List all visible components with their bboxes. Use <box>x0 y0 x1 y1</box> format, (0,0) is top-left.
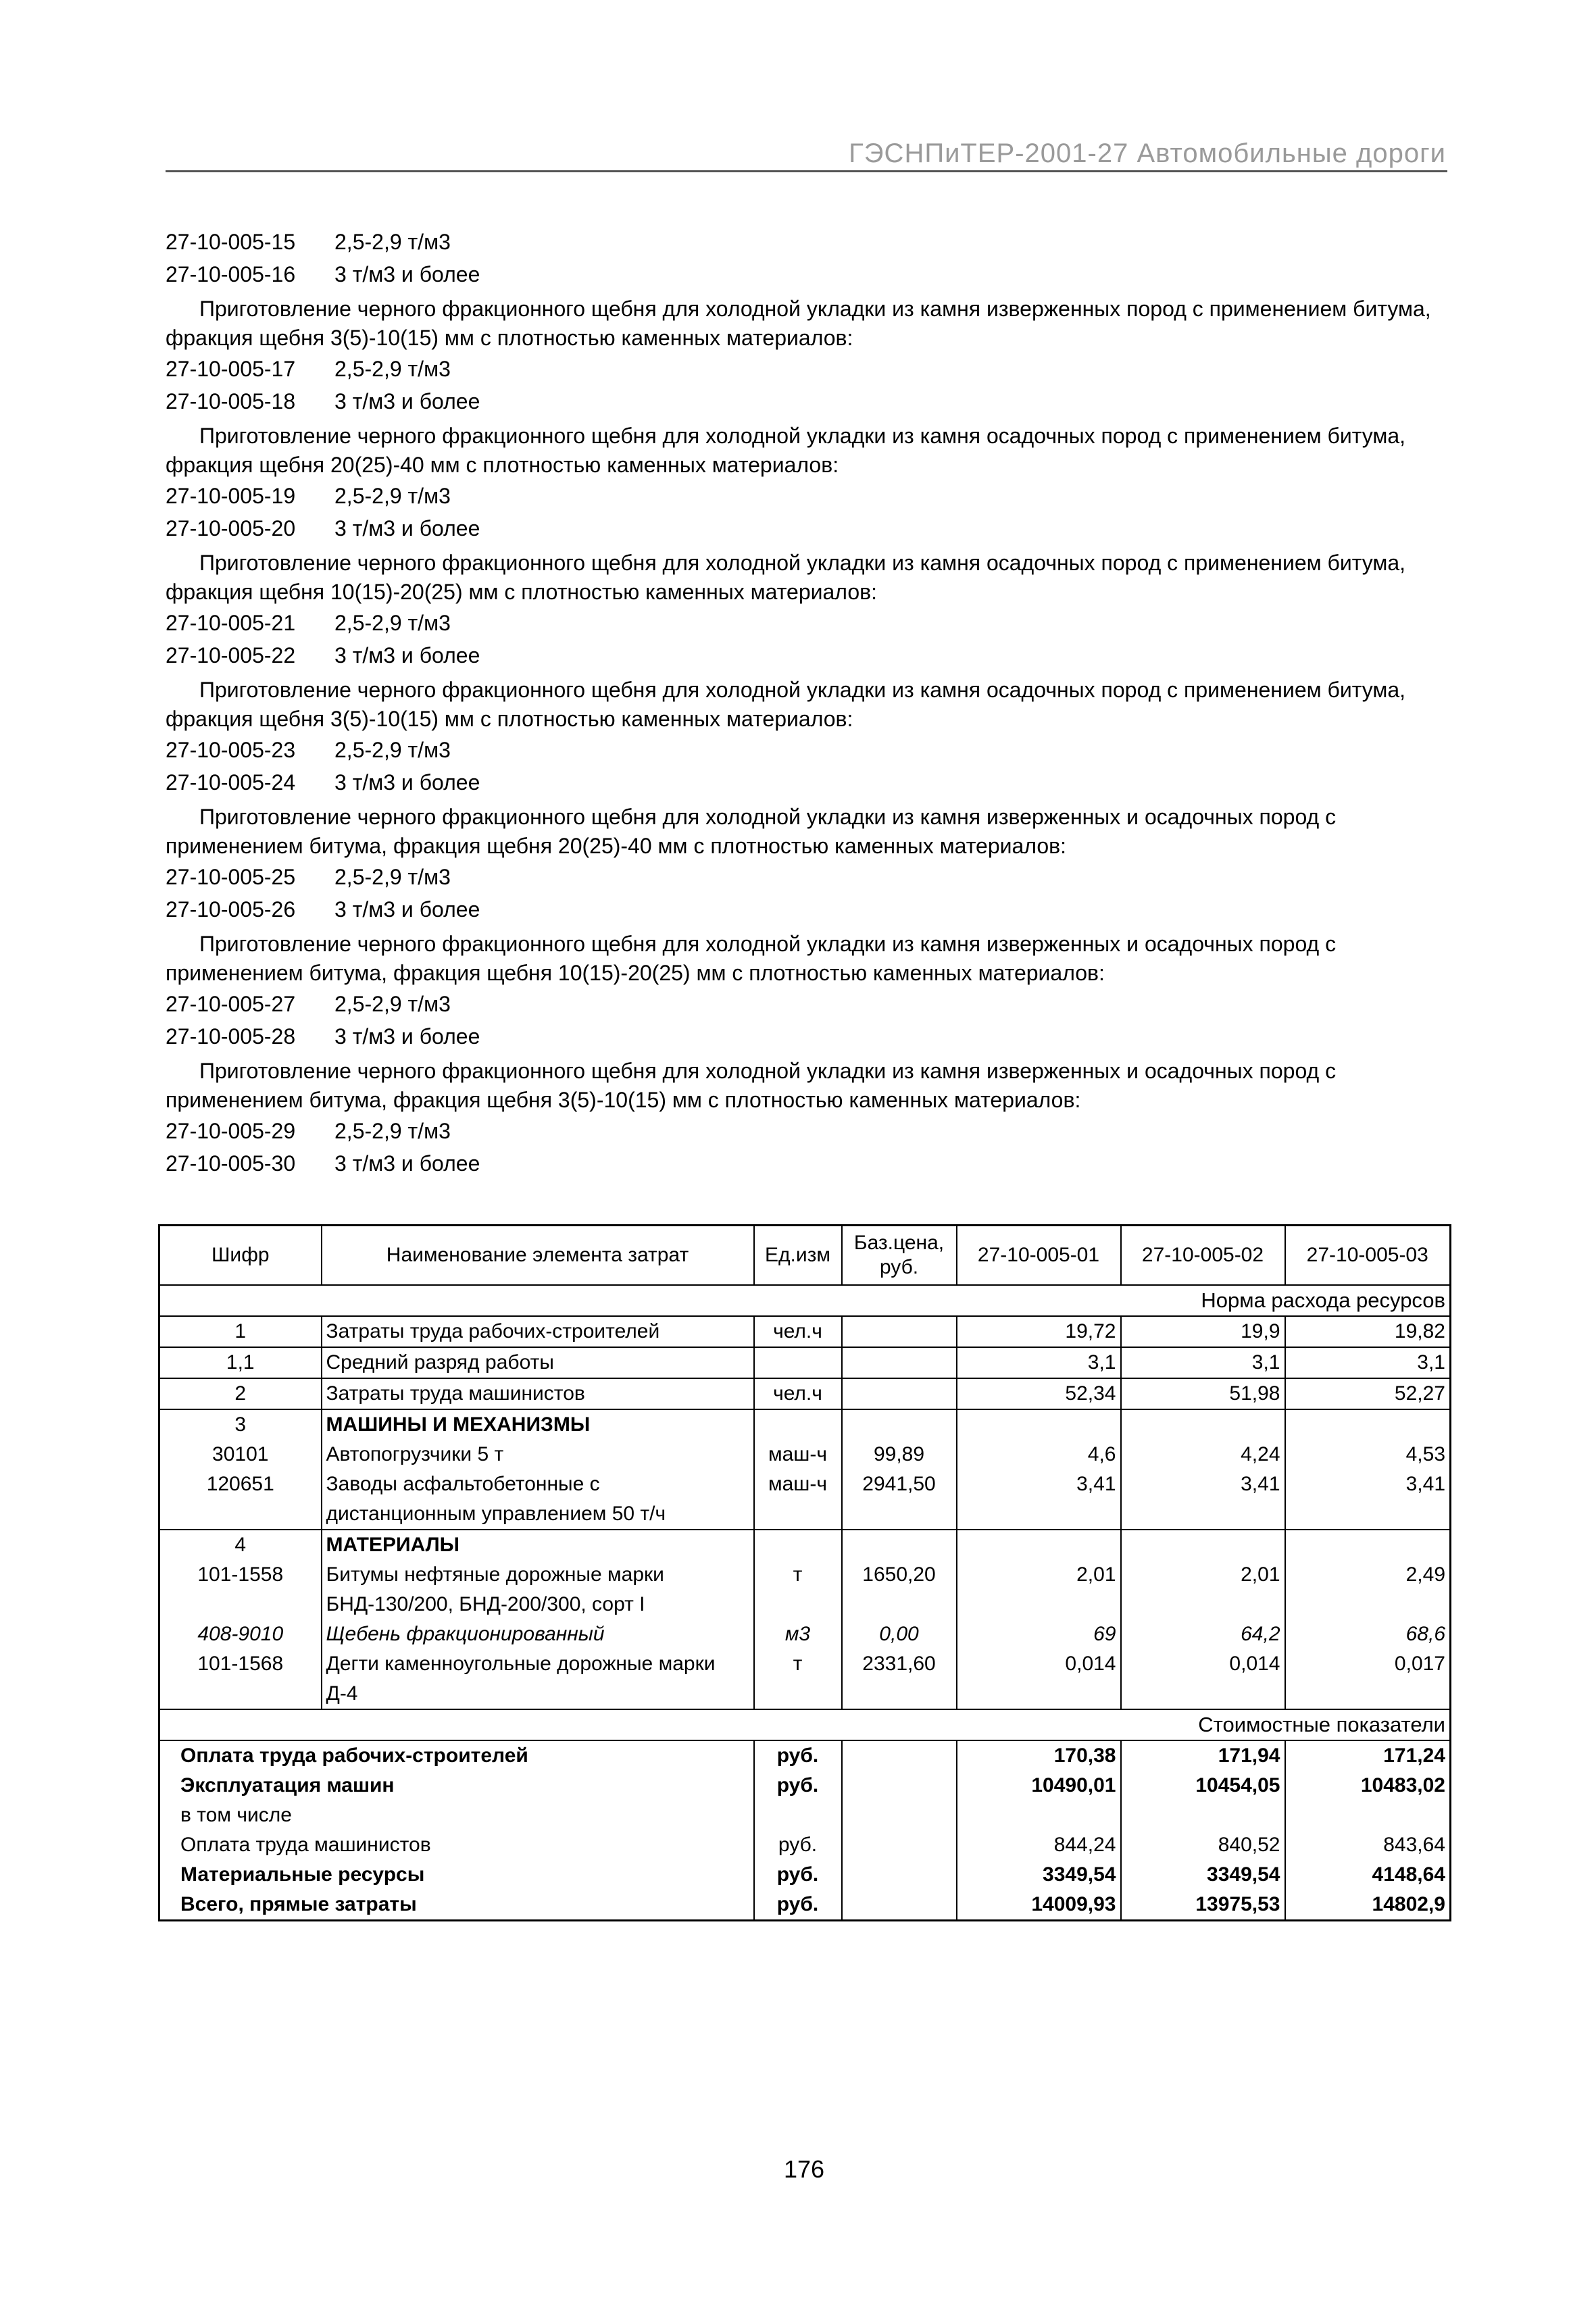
code-line <box>166 226 1449 258</box>
table-row-group-materials <box>159 1530 1451 1560</box>
cost-row <box>159 1771 1451 1801</box>
cost-value: 3349,54 <box>957 1860 1121 1890</box>
norm-code: 27-10-005-27 <box>166 992 296 1016</box>
section-label: Стоимостные показатели <box>159 1709 1451 1740</box>
cell-value: 19,9 <box>1121 1316 1285 1347</box>
cell-value: 3,41 <box>1121 1469 1285 1530</box>
code-line <box>166 1115 1449 1147</box>
cell-price <box>842 1316 957 1347</box>
cell-code: 30101 <box>159 1440 322 1469</box>
cost-price <box>842 1801 957 1830</box>
cost-row <box>159 1860 1451 1890</box>
cell-value: 52,34 <box>957 1378 1121 1409</box>
cell-price: 2941,50 <box>842 1469 957 1530</box>
code-line <box>166 385 1449 418</box>
code-line <box>166 480 1449 512</box>
norm-code: 27-10-005-21 <box>166 611 296 635</box>
norm-code: 27-10-005-30 <box>166 1151 296 1176</box>
cell-unit: м3 <box>754 1619 842 1649</box>
cell-unit <box>754 1347 842 1378</box>
cell-name: Затраты труда машинистов <box>322 1378 754 1409</box>
cell-price <box>842 1409 957 1440</box>
cell-value: 3,1 <box>957 1347 1121 1378</box>
cost-value: 844,24 <box>957 1830 1121 1860</box>
cell-value <box>1121 1409 1285 1440</box>
cost-row <box>159 1830 1451 1860</box>
cost-value: 840,52 <box>1121 1830 1285 1860</box>
norm-density: 3 т/м3 и более <box>334 897 480 922</box>
table-row <box>159 1649 1451 1709</box>
cell-price: 2331,60 <box>842 1649 957 1709</box>
cell-value: 51,98 <box>1121 1378 1285 1409</box>
norm-density: 2,5-2,9 т/м3 <box>334 1119 451 1143</box>
norm-density: 2,5-2,9 т/м3 <box>334 230 451 254</box>
cost-name: Эксплуатация машин <box>159 1771 754 1801</box>
cost-name: в том числе <box>159 1801 754 1830</box>
code-line <box>166 1020 1449 1053</box>
header-divider <box>166 170 1447 172</box>
table-row <box>159 1378 1451 1409</box>
cell-value: 52,27 <box>1285 1378 1451 1409</box>
table-row <box>159 1316 1451 1347</box>
header-price: Баз.цена, руб. <box>842 1226 957 1286</box>
cell-unit: маш-ч <box>754 1469 842 1530</box>
norm-code: 27-10-005-28 <box>166 1024 296 1049</box>
table-row <box>159 1560 1451 1619</box>
cell-name: Средний разряд работы <box>322 1347 754 1378</box>
cell-value <box>1285 1530 1451 1560</box>
code-line <box>166 734 1449 766</box>
cost-name: Материальные ресурсы <box>159 1860 754 1890</box>
cell-name: Битумы нефтяные дорожные марки БНД-130/200, БНД-200/300, сорт I <box>322 1560 754 1619</box>
cell-price <box>842 1347 957 1378</box>
cost-value: 3349,54 <box>1121 1860 1285 1890</box>
cell-value: 0,017 <box>1285 1649 1451 1709</box>
code-line <box>166 512 1449 545</box>
cost-price <box>842 1830 957 1860</box>
cost-unit: руб. <box>754 1771 842 1801</box>
cost-value: 171,94 <box>1121 1740 1285 1771</box>
norm-description: Приготовление черного фракционного щебня для холодной укладки из камня изверженных и осадочных пород с применением битума, фракция щебня 3(5)-10(15) мм с плотностью каменных материалов: <box>166 1059 1337 1112</box>
table-row <box>159 1619 1451 1649</box>
cell-name: Дегти каменноугольные дорожные марки Д-4 <box>322 1649 754 1709</box>
norm-code: 27-10-005-19 <box>166 484 296 508</box>
header-name: Наименование элемента затрат <box>322 1226 754 1286</box>
cell-value: 4,6 <box>957 1440 1121 1469</box>
cost-name: Оплата труда рабочих-строителей <box>159 1740 754 1771</box>
table-header-row <box>159 1226 1451 1286</box>
cost-value <box>957 1801 1121 1830</box>
code-line <box>166 988 1449 1020</box>
code-line <box>166 861 1449 893</box>
norm-code: 27-10-005-17 <box>166 357 296 381</box>
cell-value: 19,72 <box>957 1316 1121 1347</box>
cell-value <box>1285 1409 1451 1440</box>
norm-density: 3 т/м3 и более <box>334 1151 480 1176</box>
code-line <box>166 639 1449 672</box>
cost-value: 843,64 <box>1285 1830 1451 1860</box>
cell-value: 3,41 <box>1285 1469 1451 1530</box>
table-row <box>159 1469 1451 1530</box>
section-label: Норма расхода ресурсов <box>159 1285 1451 1316</box>
cost-name: Оплата труда машинистов <box>159 1830 754 1860</box>
norm-density: 2,5-2,9 т/м3 <box>334 992 451 1016</box>
page-header-title: ГЭСНПиТЕР-2001-27 Автомобильные дороги <box>849 139 1446 168</box>
norm-description: Приготовление черного фракционного щебня для холодной укладки из камня изверженных и осадочных пород с применением битума, фракция щебня 20(25)-40 мм с плотностью каменных материалов: <box>166 805 1337 858</box>
norm-code: 27-10-005-25 <box>166 865 296 889</box>
cell-value: 3,1 <box>1285 1347 1451 1378</box>
norm-description: Приготовление черного фракционного щебня для холодной укладки из камня осадочных пород с применением битума, фракция щебня 20(25)-40 мм с плотностью каменных материалов: <box>166 424 1406 477</box>
cost-unit: руб. <box>754 1830 842 1860</box>
norm-density: 2,5-2,9 т/м3 <box>334 611 451 635</box>
norm-density: 3 т/м3 и более <box>334 770 480 795</box>
cell-value: 4,24 <box>1121 1440 1285 1469</box>
cell-price <box>842 1378 957 1409</box>
cell-unit: чел.ч <box>754 1316 842 1347</box>
norm-density: 3 т/м3 и более <box>334 1024 480 1049</box>
page-number: 176 <box>783 2155 825 2183</box>
cell-code: 4 <box>159 1530 322 1560</box>
cell-value <box>1121 1530 1285 1560</box>
header-code: Шифр <box>159 1226 322 1286</box>
cell-value: 64,2 <box>1121 1619 1285 1649</box>
header-col3: 27-10-005-03 <box>1285 1226 1451 1286</box>
norm-description: Приготовление черного фракционного щебня для холодной укладки из камня осадочных пород с применением битума, фракция щебня 10(15)-20(25) мм с плотностью каменных материалов: <box>166 551 1406 604</box>
norm-density: 3 т/м3 и более <box>334 516 480 540</box>
norm-code: 27-10-005-29 <box>166 1119 296 1143</box>
cost-value: 14802,9 <box>1285 1890 1451 1921</box>
cost-value: 170,38 <box>957 1740 1121 1771</box>
norm-description: Приготовление черного фракционного щебня для холодной укладки из камня изверженных пород с применением битума, фракция щебня 3(5)-10(15) мм с плотностью каменных материалов: <box>166 297 1431 350</box>
cost-value: 10483,02 <box>1285 1771 1451 1801</box>
cell-code: 101-1558 <box>159 1560 322 1619</box>
norm-density: 2,5-2,9 т/м3 <box>334 357 451 381</box>
cell-value: 69 <box>957 1619 1121 1649</box>
cost-value <box>1121 1801 1285 1830</box>
cost-value: 10490,01 <box>957 1771 1121 1801</box>
norms-list <box>166 226 1449 1180</box>
table-row <box>159 1440 1451 1469</box>
norm-code: 27-10-005-16 <box>166 262 296 286</box>
cell-price: 0,00 <box>842 1619 957 1649</box>
cell-value: 68,6 <box>1285 1619 1451 1649</box>
norm-code: 27-10-005-23 <box>166 738 296 762</box>
cost-value: 14009,93 <box>957 1890 1121 1921</box>
norm-density: 2,5-2,9 т/м3 <box>334 738 451 762</box>
cell-unit: маш-ч <box>754 1440 842 1469</box>
cell-unit: т <box>754 1649 842 1709</box>
cell-value: 2,01 <box>957 1560 1121 1619</box>
cell-code: 101-1568 <box>159 1649 322 1709</box>
cell-value: 2,01 <box>1121 1560 1285 1619</box>
cost-value <box>1285 1801 1451 1830</box>
cell-group-title: МАШИНЫ И МЕХАНИЗМЫ <box>322 1409 754 1440</box>
norm-density: 3 т/м3 и более <box>334 389 480 413</box>
cell-code: 408-9010 <box>159 1619 322 1649</box>
cell-code: 2 <box>159 1378 322 1409</box>
cell-code: 1,1 <box>159 1347 322 1378</box>
code-line <box>166 893 1449 926</box>
norm-description: Приготовление черного фракционного щебня для холодной укладки из камня осадочных пород с применением битума, фракция щебня 3(5)-10(15) мм с плотностью каменных материалов: <box>166 678 1406 731</box>
cell-price: 99,89 <box>842 1440 957 1469</box>
header-col1: 27-10-005-01 <box>957 1226 1121 1286</box>
header-unit: Ед.изм <box>754 1226 842 1286</box>
norm-code: 27-10-005-22 <box>166 643 296 668</box>
norm-code: 27-10-005-26 <box>166 897 296 922</box>
code-line <box>166 766 1449 799</box>
cell-value <box>957 1530 1121 1560</box>
cell-code: 3 <box>159 1409 322 1440</box>
table-row-group-machines <box>159 1409 1451 1440</box>
code-line <box>166 1147 1449 1180</box>
cell-unit: чел.ч <box>754 1378 842 1409</box>
cost-price <box>842 1890 957 1921</box>
cost-name: Всего, прямые затраты <box>159 1890 754 1921</box>
cell-code: 1 <box>159 1316 322 1347</box>
resource-table <box>158 1224 1451 1921</box>
cost-value: 10454,05 <box>1121 1771 1285 1801</box>
code-line <box>166 353 1449 385</box>
cost-unit <box>754 1801 842 1830</box>
cost-row <box>159 1801 1451 1830</box>
cell-name: Щебень фракционированный <box>322 1619 754 1649</box>
cost-unit: руб. <box>754 1860 842 1890</box>
cost-row <box>159 1740 1451 1771</box>
cost-value: 13975,53 <box>1121 1890 1285 1921</box>
cell-value: 3,41 <box>957 1469 1121 1530</box>
cell-unit <box>754 1530 842 1560</box>
cell-group-title: МАТЕРИАЛЫ <box>322 1530 754 1560</box>
cost-unit: руб. <box>754 1890 842 1921</box>
cell-name: Затраты труда рабочих-строителей <box>322 1316 754 1347</box>
cost-unit: руб. <box>754 1740 842 1771</box>
cost-price <box>842 1740 957 1771</box>
cell-unit: т <box>754 1560 842 1619</box>
cell-price: 1650,20 <box>842 1560 957 1619</box>
norm-density: 2,5-2,9 т/м3 <box>334 484 451 508</box>
section-costs <box>159 1709 1451 1740</box>
cell-value: 2,49 <box>1285 1560 1451 1619</box>
norm-density: 2,5-2,9 т/м3 <box>334 865 451 889</box>
norm-description: Приготовление черного фракционного щебня для холодной укладки из камня изверженных и осадочных пород с применением битума, фракция щебня 10(15)-20(25) мм с плотностью каменных материалов: <box>166 932 1337 985</box>
norm-code: 27-10-005-18 <box>166 389 296 413</box>
header-col2: 27-10-005-02 <box>1121 1226 1285 1286</box>
cell-unit <box>754 1409 842 1440</box>
norm-code: 27-10-005-15 <box>166 230 296 254</box>
cell-value: 0,014 <box>1121 1649 1285 1709</box>
cell-value: 3,1 <box>1121 1347 1285 1378</box>
cost-row-total <box>159 1890 1451 1921</box>
norm-density: 3 т/м3 и более <box>334 262 480 286</box>
section-norms <box>159 1285 1451 1316</box>
cell-value: 4,53 <box>1285 1440 1451 1469</box>
code-line <box>166 258 1449 291</box>
norm-code: 27-10-005-24 <box>166 770 296 795</box>
norm-code: 27-10-005-20 <box>166 516 296 540</box>
code-line <box>166 607 1449 639</box>
cell-code: 120651 <box>159 1469 322 1530</box>
cost-value: 171,24 <box>1285 1740 1451 1771</box>
cost-price <box>842 1860 957 1890</box>
table-row <box>159 1347 1451 1378</box>
cell-name: Заводы асфальтобетонные с дистанционным управлением 50 т/ч <box>322 1469 754 1530</box>
cost-price <box>842 1771 957 1801</box>
cell-name: Автопогрузчики 5 т <box>322 1440 754 1469</box>
norm-density: 3 т/м3 и более <box>334 643 480 668</box>
cell-value <box>957 1409 1121 1440</box>
cell-value: 0,014 <box>957 1649 1121 1709</box>
cost-value: 4148,64 <box>1285 1860 1451 1890</box>
cell-value: 19,82 <box>1285 1316 1451 1347</box>
cell-price <box>842 1530 957 1560</box>
